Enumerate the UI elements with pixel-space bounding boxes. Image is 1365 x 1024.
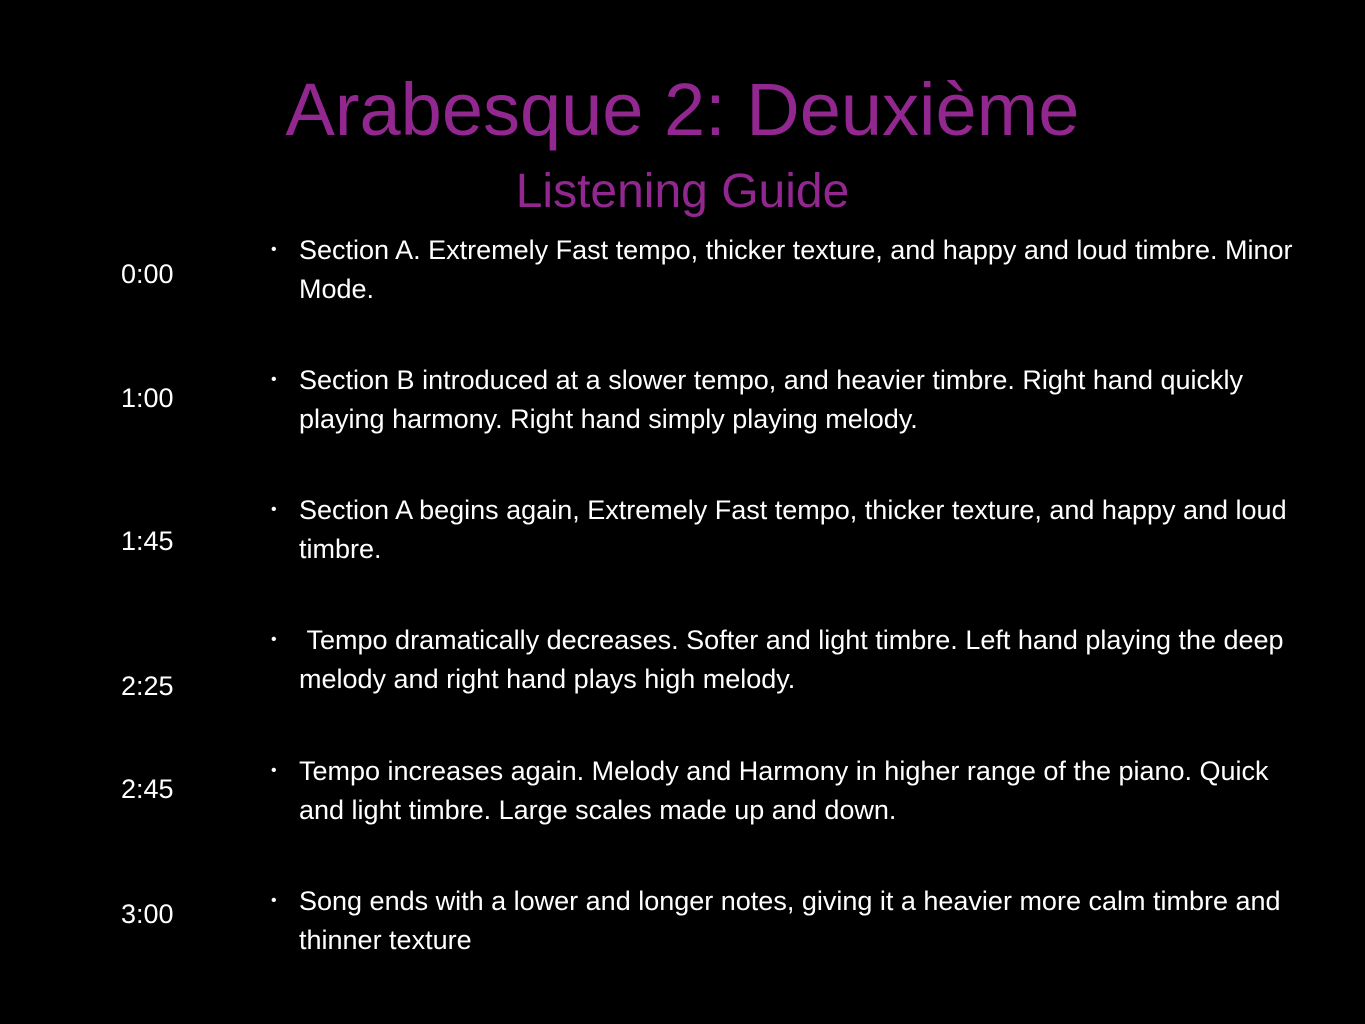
list-item-text: Tempo increases again. Melody and Harmony in higher range of the piano. Quick and light timbre. Large scales made up and down.	[299, 756, 1277, 825]
timestamp: 0:00	[121, 259, 174, 289]
bullet-icon: •	[271, 762, 277, 779]
timestamp: 1:45	[121, 526, 174, 556]
timestamp: 2:45	[121, 774, 174, 804]
list-item-text: Song ends with a lower and longer notes, giving it a heavier more calm timbre and thinner texture	[299, 886, 1289, 955]
timestamp: 3:00	[121, 899, 174, 929]
bullet-icon: •	[271, 371, 277, 388]
slide-subtitle: Listening Guide	[515, 165, 850, 218]
list-item-text: Section A. Extremely Fast tempo, thicker texture, and happy and loud timbre. Minor Mode.	[299, 235, 1300, 304]
bullet-icon: •	[271, 501, 277, 518]
slide-title: Arabesque 2: Deuxième	[285, 68, 1080, 151]
bullet-icon: •	[271, 241, 277, 258]
timestamp: 2:25	[121, 671, 174, 701]
timestamp: 1:00	[121, 383, 174, 413]
list-item-text: Section B introduced at a slower tempo, and heavier timbre. Right hand quickly playing harmony. Right hand simply playing melody.	[299, 365, 1251, 434]
bullet-icon: •	[271, 631, 277, 648]
bullet-icon: •	[271, 892, 277, 909]
list-item-text: Section A begins again, Extremely Fast tempo, thicker texture, and happy and loud timbre.	[299, 495, 1295, 564]
list-item-text: Tempo dramatically decreases. Softer and light timbre. Left hand playing the deep melody and right hand plays high melody.	[299, 625, 1292, 694]
